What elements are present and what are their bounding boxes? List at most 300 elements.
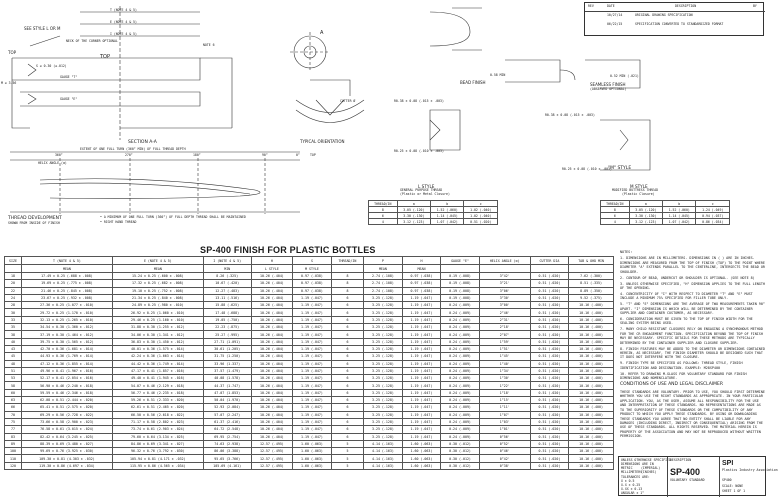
finish-table-cell: 12.57 (.495)	[251, 448, 293, 455]
l-style-cell: 1.02 (.040)	[464, 207, 498, 213]
m-style-header: b	[663, 201, 696, 207]
finish-table-cell: 49.96 ± 0.41 (1.967 ± .016)	[21, 367, 112, 374]
notes-list	[620, 256, 766, 380]
finish-table-row	[5, 338, 614, 345]
finish-table-cell: 2.74 (.108)	[364, 273, 403, 280]
finish-table-subheader	[569, 265, 614, 273]
finish-table-cell: 0°42'	[479, 455, 530, 462]
gauge-t-label: GAUGE "T"	[60, 75, 78, 79]
finish-table-cell: 10.16 (.400)	[569, 418, 614, 425]
finish-table-cell: 0.51 (.020)	[530, 302, 569, 309]
finish-table-cell: 5	[331, 448, 363, 455]
tb-mm: MILLIMETERS	[621, 470, 643, 474]
note-item: 2. CONTOUR OF BEAD, UNDERCUT OR SHOULDER IS OPTIONAL. (SEE NOTE 8)	[620, 275, 755, 280]
radius-label-1: R0.38 ± 0.08 (.015 ± .003)	[394, 99, 444, 103]
finish-table-cell: 10.16 (.400)	[569, 316, 614, 323]
finish-table-cell: 10.16 (.400)	[569, 382, 614, 389]
dim-i-label: I (NOTE 4 & 5)	[110, 32, 137, 36]
finish-table-cell: 10.26 (.404)	[251, 382, 293, 389]
finish-table-cell: 64.72 (2.548)	[203, 426, 251, 433]
finish-table-cell: 10.16 (.400)	[569, 448, 614, 455]
finish-table-cell: 0°38'	[479, 462, 530, 469]
finish-table-cell: 0.24 (.009)	[441, 338, 480, 345]
finish-table-cell: 8.89 (.350)	[569, 287, 614, 294]
finish-table-cell: 10.16 (.400)	[569, 367, 614, 374]
finish-table-header: THREAD/IN	[331, 257, 363, 265]
finish-table-cell: 10.26 (.404)	[251, 309, 293, 316]
finish-table-cell: 1°51'	[479, 345, 530, 352]
finish-table-subheader: MEAN	[364, 265, 403, 273]
l-style-header: THREAD/IN	[369, 201, 398, 207]
finish-table-cell: 21.46 ± 0.25 (.845 ± .008)	[21, 287, 112, 294]
finish-table-cell: 10.26 (.404)	[251, 353, 293, 360]
finish-table-cell: 19.10 ± 0.25 (.752 ± .008)	[112, 287, 203, 294]
finish-table-subheader	[530, 265, 569, 273]
finish-table-cell: 10.16 (.400)	[569, 324, 614, 331]
finish-table-cell: 1.19 (.047)	[293, 382, 332, 389]
finish-table-cell: 10.26 (.404)	[251, 397, 293, 404]
finish-table-cell: 32.13 ± 0.25 (1.265 ± .010)	[21, 316, 112, 323]
finish-table-cell: 4.14 (.163)	[364, 440, 403, 447]
finish-table-cell: 1.19 (.047)	[402, 331, 441, 338]
finish-table-cell: 2°46'	[479, 309, 530, 316]
finish-table-cell: 1.19 (.047)	[293, 404, 332, 411]
finish-table-cell: 0.51 (.020)	[530, 404, 569, 411]
finish-table-cell: 10.16 (.400)	[569, 338, 614, 345]
finish-table-cell: 1.19 (.047)	[293, 302, 332, 309]
finish-table-cell: 1°01'	[479, 426, 530, 433]
dim-t-label: T (NOTE 4 & 5)	[110, 8, 137, 12]
rev-header-by: BY	[753, 4, 757, 8]
degree-360: 360°	[55, 153, 63, 157]
notes-panel	[620, 250, 766, 382]
tb-part-sub: VOLUNTARY STANDARD	[670, 478, 705, 482]
finish-table-cell: 86.06 (3.388)	[203, 448, 251, 455]
finish-table-cell: 1.19 (.047)	[293, 389, 332, 396]
finish-table-cell: 1°34'	[479, 367, 530, 374]
finish-table-cell: 18	[5, 273, 22, 280]
finish-table-cell: 17.32 ± 0.25 (.682 ± .008)	[112, 280, 203, 287]
finish-table-cell: 34.06 ± 0.30 (1.341 ± .012)	[112, 331, 203, 338]
finish-table-cell: 4.14 (.163)	[364, 448, 403, 455]
finish-table-cell: 6	[331, 316, 363, 323]
finish-table-cell: 95.65 (3.766)	[203, 455, 251, 462]
finish-table-cell: 1.19 (.047)	[293, 367, 332, 374]
finish-table-body	[5, 273, 614, 470]
finish-table-cell: 2.74 (.108)	[364, 280, 403, 287]
finish-table-cell: 6	[331, 367, 363, 374]
note-item: 9. FINISH TYPE BE SPECIFIED AS FOLLOWS: THREAD STYLE, FINISH IDENTIFICATION AND DESIGNATION. EXAMPLE: M28SP400	[620, 361, 743, 370]
finish-table-cell: 0.30 (.012)	[441, 455, 480, 462]
finish-table-cell: 8.51 (.335)	[569, 280, 614, 287]
finish-table-cell: 10.26 (.404)	[251, 294, 293, 301]
finish-table-cell: 2.74 (.108)	[364, 287, 403, 294]
finish-table-cell: 73.74 ± 0.61 (2.903 ± .024)	[112, 426, 203, 433]
thread-top-label: TOP	[310, 153, 316, 157]
a-label: A	[320, 30, 324, 36]
finish-table-cell: 10.16 (.400)	[569, 426, 614, 433]
tb-tol-xxx: X.XX ± 0.13	[621, 487, 643, 491]
finish-table-cell: 0.51 (.020)	[530, 382, 569, 389]
finish-table-cell: 71.17 ± 0.58 (2.802 ± .023)	[112, 418, 203, 425]
finish-table-cell: 6	[331, 338, 363, 345]
finish-table-cell: 10.16 (.400)	[569, 353, 614, 360]
finish-table-cell: 1°18'	[479, 389, 530, 396]
disclaimer-panel	[620, 382, 766, 439]
finish-table-cell: 10.16 (.400)	[569, 440, 614, 447]
tb-drawing-no: SP400	[722, 478, 732, 482]
m-style-subtitle: MODIFIED BUTTRESS THREAD	[612, 188, 659, 192]
finish-table-cell: 3°06'	[479, 287, 530, 294]
finish-table-cell: 0.51 (.020)	[530, 440, 569, 447]
finish-table-cell: 10.26 (.404)	[251, 273, 293, 280]
finish-table-header: H	[402, 257, 441, 265]
finish-table-cell: 1.19 (.047)	[293, 309, 332, 316]
m-style-title: M STYLE	[630, 184, 648, 189]
finish-table-cell: 10.16 (.400)	[569, 375, 614, 382]
finish-table-cell: 26.92 ± 0.25 (1.060 ± .010)	[112, 309, 203, 316]
m-style-subtitle2: (Plastic Closure)	[622, 192, 655, 196]
finish-table-cell: 1.19 (.047)	[293, 316, 332, 323]
finish-table-title: SP-400 FINISH FOR PLASTIC BOTTLES	[200, 245, 376, 255]
finish-table-cell: 10.26 (.404)	[251, 280, 293, 287]
finish-table-cell: 0.51 (.020)	[530, 345, 569, 352]
degree-90: 90°	[262, 153, 268, 157]
finish-table-cell: 76.58 ± 0.61 (3.015 ± .024)	[21, 426, 112, 433]
finish-table-cell: 29.46 ± 0.25 (1.160 ± .010)	[112, 316, 203, 323]
finish-table-cell: 99.69 ± 0.76 (3.925 ± .030)	[21, 448, 112, 455]
finish-table-cell: 1.19 (.047)	[402, 353, 441, 360]
finish-table-cell: 15.24 ± 0.25 (.600 ± .008)	[112, 273, 203, 280]
finish-table-cell: 1.19 (.047)	[293, 411, 332, 418]
thread-dev-note-1: • A MINIMUM OF ONE FULL TURN (360°) OF FULL DEPTH THREAD SHALL BE MAINTAINED	[100, 215, 246, 219]
note-item: 8. FINISH FEATURES MAY BE ADDED TO THE DIAMETER OR DIMENSIONS CONTAINED HEREIN, AS NECESSARY, THE FINISH DIAMETER SHOULD BE DESIGNED SUCH THAT IT DOES NOT INTERFERE WITH THE CLOSURE.	[620, 346, 765, 360]
finish-table-cell: 105.94 ± 0.81 (4.171 ± .032)	[112, 455, 203, 462]
finish-table-cell: 10.26 (.404)	[251, 433, 293, 440]
finish-table-cell: 43	[5, 345, 22, 352]
finish-table-cell: 1°22'	[479, 382, 530, 389]
finish-table-cell: 0.51 (.020)	[530, 338, 569, 345]
finish-table-cell: 12.57 (.495)	[251, 462, 293, 469]
finish-table-cell: 52.17 ± 0.41 (2.054 ± .016)	[21, 375, 112, 382]
finish-table-cell: 66	[5, 404, 22, 411]
finish-table-cell: 1.19 (.047)	[402, 309, 441, 316]
radius-label-3: R0.38 ± 0.08 (.015 ± .003)	[545, 113, 595, 117]
finish-table-subheader: MEAN	[402, 265, 441, 273]
finish-table-cell: 10.26 (.404)	[251, 324, 293, 331]
finish-table-cell: 8	[331, 280, 363, 287]
finish-table-header: H	[251, 257, 293, 265]
finish-table-cell: 0.30 (.012)	[441, 448, 480, 455]
finish-table-cell: 19.69 ± 0.25 (.775 ± .008)	[21, 280, 112, 287]
finish-table-cell: 39.75 ± 0.30 (1.565 ± .012)	[21, 338, 112, 345]
tb-tol-x: X ± 0.5	[621, 479, 635, 483]
finish-table-cell: 3.25 (.128)	[364, 316, 403, 323]
finish-table-cell: 10.26 (.404)	[251, 411, 293, 418]
finish-table-cell: 0.24 (.009)	[441, 360, 480, 367]
finish-table-cell: 6	[331, 345, 363, 352]
finish-table-cell: 3.25 (.128)	[364, 375, 403, 382]
seamless-finish-label: SEAMLESS FINISH	[590, 82, 626, 87]
tb-tol-xx: X.X ± 0.25	[621, 483, 641, 487]
finish-table-cell: 2°31'	[479, 316, 530, 323]
l-style-header: a	[397, 201, 430, 207]
finish-table-cell: 6	[331, 397, 363, 404]
finish-table-header: S	[293, 257, 332, 265]
finish-table-subheader: MIN	[203, 265, 251, 273]
rev-header-date: DATE	[607, 4, 615, 8]
finish-table-cell: 1.19 (.047)	[402, 397, 441, 404]
l-style-cell: 3.05 (.120)	[397, 207, 430, 213]
finish-table-cell: 1.19 (.047)	[402, 389, 441, 396]
rev-row-2-desc: SPECIFICATION CONVERTED TO STANDARDIZED FORMAT	[635, 22, 724, 26]
finish-table-cell: 0.24 (.009)	[441, 316, 480, 323]
finish-table-cell: 25.27 (.995)	[203, 331, 251, 338]
finish-table-cell: 1.19 (.047)	[402, 294, 441, 301]
finish-table-cell: 6	[331, 433, 363, 440]
finish-table-cell: 6	[331, 294, 363, 301]
finish-table-cell: 3.25 (.128)	[364, 345, 403, 352]
note6-label: NOTE 6	[203, 43, 215, 47]
finish-table-row	[5, 316, 614, 323]
finish-table-cell: 0.24 (.009)	[441, 302, 480, 309]
degree-0: 0°	[296, 153, 300, 157]
finish-table-cell: 8	[331, 273, 363, 280]
finish-table-cell: 7.62 (.300)	[569, 273, 614, 280]
finish-table-cell: 0.51 (.020)	[530, 411, 569, 418]
finish-table-row	[5, 324, 614, 331]
finish-table-cell: 47.12 ± 0.36 (1.855 ± .014)	[21, 360, 112, 367]
finish-table-cell: 1.60 (.063)	[293, 440, 332, 447]
m-style-cell: 8	[601, 207, 630, 213]
finish-table-cell: 10.16 (.400)	[569, 360, 614, 367]
finish-table-cell: 0.24 (.009)	[441, 426, 480, 433]
finish-table-subheader	[441, 265, 480, 273]
finish-table-cell: 77	[5, 426, 22, 433]
rev-row-1-desc: ORIGINAL DRAWING SPECIFICATION	[635, 13, 693, 17]
finish-table-cell: 3.25 (.128)	[364, 309, 403, 316]
tb-unless: UNLESS OTHERWISE SPECIFIED	[621, 458, 671, 462]
finish-table-cell: 0.51 (.020)	[530, 397, 569, 404]
finish-table-header: T (NOTE 4 & 5)	[21, 257, 112, 265]
finish-table-subheader: M STYLE	[293, 265, 332, 273]
degree-180: 180°	[193, 153, 201, 157]
finish-table-cell: 1.60 (.063)	[402, 462, 441, 469]
degree-270: 270°	[125, 153, 133, 157]
finish-table-row	[5, 331, 614, 338]
finish-table-row	[5, 448, 614, 455]
finish-table-cell: 20	[5, 280, 22, 287]
rev-header-description: DESCRIPTION	[675, 4, 697, 8]
finish-table-header: P	[364, 257, 403, 265]
thread-development-label: THREAD DEVELOPMENT	[8, 216, 62, 221]
finish-table-cell: 12.57 (.495)	[251, 440, 293, 447]
finish-table-cell: 22.23 (.875)	[203, 324, 251, 331]
finish-table-row	[5, 309, 614, 316]
finish-table-cell: 6	[331, 309, 363, 316]
finish-table-cell: 10.16 (.400)	[569, 455, 614, 462]
finish-table-cell: 0.51 (.020)	[530, 462, 569, 469]
finish-table-cell: 1.19 (.047)	[402, 411, 441, 418]
finish-table-row	[5, 404, 614, 411]
finish-table-cell: 17.49 ± 0.25 (.688 ± .008)	[21, 273, 112, 280]
finish-table-cell: 0.24 (.009)	[441, 389, 480, 396]
finish-table-row	[5, 294, 614, 301]
tb-dims-in: DIMENSIONS ARE IN	[621, 462, 654, 466]
top-left-label: TOP	[8, 50, 17, 55]
finish-table-cell: 2°18'	[479, 324, 530, 331]
finish-table-cell: 10.16 (.400)	[569, 302, 614, 309]
finish-table-cell: 1.19 (.047)	[402, 418, 441, 425]
disclaimer-heading: CONDITIONS OF USE AND LEGAL DISCLAIMER	[620, 382, 723, 387]
finish-table-cell: 74.63 (2.938)	[203, 440, 251, 447]
finish-table-cell: 3.25 (.128)	[364, 404, 403, 411]
l-style-subtitle2: (Plastic or Metal Closure)	[400, 192, 450, 196]
finish-table-row	[5, 418, 614, 425]
finish-table-header: CUTTER DIA	[530, 257, 569, 265]
finish-table-cell: 3.25 (.128)	[364, 302, 403, 309]
finish-table-cell: 65.41 ± 0.51 (2.575 ± .020)	[21, 404, 112, 411]
finish-table-cell: 57.07 (2.247)	[203, 411, 251, 418]
finish-table-cell: 1.19 (.047)	[293, 345, 332, 352]
finish-table-cell: 6	[331, 404, 363, 411]
l-style-cell: 3.30 (.130)	[397, 213, 430, 219]
finish-table-cell: 1.19 (.047)	[293, 418, 332, 425]
finish-table-subheader: L STYLE	[251, 265, 293, 273]
finish-table-cell: 37.19 ± 0.30 (1.464 ± .012)	[21, 331, 112, 338]
finish-table-cell: 109.30 ± 0.81 (4.303 ± .032)	[21, 455, 112, 462]
finish-table-cell: 0.24 (.009)	[441, 345, 480, 352]
finish-table-cell: 1°45'	[479, 353, 530, 360]
finish-table-cell: 6	[331, 382, 363, 389]
cutter-label: CUTTER Ø	[340, 99, 356, 103]
finish-table-cell: 1°15'	[479, 397, 530, 404]
finish-table-subheader	[479, 265, 530, 273]
tb-inches: (INCHES)	[641, 470, 657, 474]
rev-row-1-date: 10/27/14	[607, 13, 623, 17]
l-style-table	[368, 200, 498, 225]
tb-divider	[667, 457, 668, 497]
finish-table-cell: 5	[331, 462, 363, 469]
seamless-dim-label: 0.52 MIN (.021)	[610, 74, 639, 78]
radius-label-2: R0.25 ± 0.08 (.010 ± .003)	[394, 149, 444, 153]
finish-table-cell: 0.51 (.020)	[530, 324, 569, 331]
finish-table-cell: 0.97 (.038)	[402, 287, 441, 294]
gauge-e-label: GAUGE "E"	[60, 97, 78, 101]
finish-table-cell: 3°30'	[479, 294, 530, 301]
finish-table-cell: 6	[331, 331, 363, 338]
finish-table-cell: 1.19 (.047)	[402, 338, 441, 345]
disclaimer-body: THESE STANDARDS ARE VOLUNTARY. PRIOR TO USE, YOU SHOULD FIRST DETERMINE WHETHER YOU USE THE RIGHT STANDARDS AS APPROPRIATE. IN YOUR PARTICULAR APPLICATION. YOU, AS THE USER, ASSUME ALL RESPONSIBILITY FOR THE USE AND INTERPRETATION OF THESE STANDARDS. NO REPRESENTATIONS ARE MADE AS TO THE SUPERIORITY OF THESE STANDARDS OR THE COMPATIBILITY OF ANY PRODUCT TO WHICH YOU APPLY THESE STANDARDS. BY USING OR DOWNLOADING THESE STANDARDS YOU AGREE THAT NO ENTITY SHALL BE LIABLE FOR ANY DAMAGES (INCLUDING DIRECT, INDIRECT OR CONSEQUENTIAL) ARISING FROM THE USE OF THESE STANDARDS. ALL RIGHTS RESERVED. THE MATERIAL HEREIN IS PROPERTY OF THE ASSOCIATION AND MAY NOT BE REPRODUCED WITHOUT WRITTEN PERMISSION.	[620, 390, 765, 439]
finish-table-cell: 8	[331, 287, 363, 294]
finish-table-cell: 27.71 (1.091)	[203, 338, 251, 345]
finish-table-cell: 1.19 (.047)	[402, 375, 441, 382]
finish-table-cell: 1°03'	[479, 418, 530, 425]
finish-table-cell: 0.51 (.020)	[530, 309, 569, 316]
l-style-subtitle: GENERAL PURPOSE THREAD	[400, 188, 443, 192]
finish-table-cell: 1°59'	[479, 338, 530, 345]
finish-table-cell: 15.88 (.625)	[203, 302, 251, 309]
finish-table-cell: 0.97 (.038)	[293, 280, 332, 287]
finish-table-cell: 10.26 (.404)	[251, 360, 293, 367]
finish-table-cell: 10.26 (.404)	[251, 338, 293, 345]
finish-table-cell: 1.19 (.047)	[402, 302, 441, 309]
l-style-row	[369, 219, 498, 225]
helix-angle-label: HELIX ANGLE (α)	[38, 161, 67, 165]
finish-table-row	[5, 462, 614, 469]
finish-table-cell: 1.19 (.047)	[402, 316, 441, 323]
finish-table-cell: 10.26 (.404)	[251, 331, 293, 338]
finish-table-row	[5, 287, 614, 294]
finish-table-header: GAUGE "E"	[441, 257, 480, 265]
finish-table-cell: 12.57 (.495)	[251, 455, 293, 462]
finish-table-cell: 61.37 (2.416)	[203, 418, 251, 425]
tb-sheet: SHEET 1 OF 1	[722, 489, 746, 493]
thread-dev-note-2: • RIGHT HAND THREAD	[100, 220, 137, 224]
finish-table-cell: 8.26 (.325)	[203, 273, 251, 280]
finish-table-cell: 53	[5, 375, 22, 382]
finish-table-cell: 0.51 (.020)	[530, 273, 569, 280]
finish-table-cell: 19.05 (.750)	[203, 316, 251, 323]
finish-table-cell: 0.19 (.008)	[441, 287, 480, 294]
finish-table-cell: 40.01 ± 0.36 (1.575 ± .014)	[112, 345, 203, 352]
radius-label-4: R0.25 ± 0.08 (.010 ± .003)	[562, 167, 612, 171]
finish-table-cell: 1.19 (.047)	[402, 345, 441, 352]
finish-table-cell: 30.61 (1.205)	[203, 345, 251, 352]
finish-table-cell: 10.26 (.404)	[251, 375, 293, 382]
finish-table-cell: 119.30 ± 0.86 (4.697 ± .034)	[21, 462, 112, 469]
finish-table-cell: 10.16 (.400)	[569, 309, 614, 316]
finish-table-cell: 10.16 (.400)	[569, 433, 614, 440]
finish-table-cell: 0.19 (.008)	[441, 273, 480, 280]
finish-table-cell: 63	[5, 397, 22, 404]
finish-table-cell: 6	[331, 426, 363, 433]
finish-table-cell: 3°21'	[479, 280, 530, 287]
tb-part: SP-400	[670, 467, 701, 477]
finish-table-cell: 3.25 (.128)	[364, 433, 403, 440]
finish-table-cell: 42.70 ± 0.36 (1.681 ± .014)	[21, 345, 112, 352]
finish-table-subheader: MEAN	[112, 265, 203, 273]
finish-table-subheader	[331, 265, 363, 273]
finish-table-subheader	[5, 265, 22, 273]
finish-table-cell: 0.24 (.009)	[441, 309, 480, 316]
finish-table-cell: 0.51 (.020)	[530, 367, 569, 374]
m-style-cell: 0.86 (.034)	[696, 219, 730, 225]
thread-development-sub: SHOWN FROM INSIDE OF FINISH	[8, 221, 60, 225]
finish-table-cell: 3°42'	[479, 273, 530, 280]
s-dim-label: S ≤ 0.30 (≤.012)	[36, 64, 67, 68]
finish-table-cell: 0.24 (.009)	[441, 331, 480, 338]
finish-table-cell: 42.24 ± 0.36 (1.663 ± .014)	[112, 353, 203, 360]
finish-table-cell: 1.19 (.047)	[293, 338, 332, 345]
finish-table-cell: 10.26 (.404)	[251, 287, 293, 294]
finish-table-cell: 33	[5, 316, 22, 323]
finish-table-header: HELIX ANGLE (α)	[479, 257, 530, 265]
finish-table-cell: 1°11'	[479, 404, 530, 411]
finish-table-cell: 49.40 ± 0.41 (1.945 ± .016)	[112, 375, 203, 382]
finish-table-cell: 10.16 (.400)	[569, 331, 614, 338]
finish-table-cell: 120	[5, 462, 22, 469]
finish-table-cell: 0°52'	[479, 440, 530, 447]
tb-scale: SCALE: NONE	[722, 484, 744, 488]
finish-table-row	[5, 375, 614, 382]
finish-table-row	[5, 389, 614, 396]
finish-table-cell: 1°40'	[479, 360, 530, 367]
finish-table-cell: 54.07 ± 0.46 (2.129 ± .018)	[112, 382, 203, 389]
l-style-cell: 1.14 (.045)	[431, 213, 464, 219]
m-style-cell: 1.24 (.049)	[696, 207, 730, 213]
finish-table-cell: 1.19 (.047)	[293, 433, 332, 440]
